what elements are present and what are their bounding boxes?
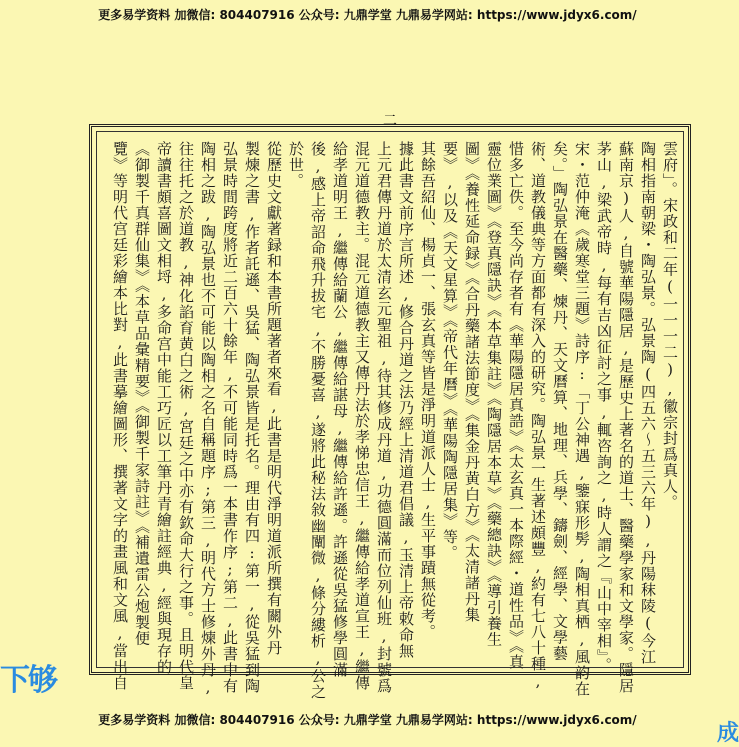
text-column: 宋・范仲淹《歲寒堂三題》詩序:「丁公神遇,鑒寐形髣,陶相真栖,風韵在 — [573, 141, 591, 697]
text-column: 弘景時間跨度將近二百六十餘年,不可能同時爲一本書作序;第二,此書中有 — [221, 141, 239, 694]
text-column: 據此書文前序言所述,修合丹道之法乃經上清道君倡議,玉清上帝敕命無 — [397, 141, 415, 659]
text-column: 從歷史文獻著録和本書所題著者來看,此書是明代淨明道派所撰有關外丹 — [265, 141, 283, 656]
text-column: 圖》《養性延命録》《合丹藥諸法節度》《集金丹黄白方》《太清諸丹集 — [463, 141, 481, 623]
text-column: 上元君傳丹道於太清玄元聖祖,待其修成丹道,功德圓滿而位列仙班,封號爲 — [375, 141, 393, 694]
text-column: 混元道德教主。混元道德教主又傳丹法於孝悌忠信王,繼傳給孝道宣王,繼傳 — [353, 141, 371, 691]
cropped-overlay-text-right: 成 — [717, 721, 739, 746]
text-column: 陶相指南朝梁・陶弘景。弘景陶(四五六～五三六年),丹陽秣陵(今江 — [639, 141, 657, 665]
text-column: 雲府」。宋政和二年(一一一二),徽宗封爲真人。 — [661, 141, 679, 511]
text-column: 其餘吾紹仙、楊貞一、張玄真等皆是淨明道派人士,生平事蹟無從考。 — [419, 141, 437, 640]
text-column: 往往托之於道教,神化諂育黄白之術,宮廷之中亦有欽命大行之事。且明代皇 — [177, 141, 195, 691]
text-column: 覽》等明代宫廷彩繪本比對,此書摹繪圖形、撰著文字的畫風和文風,當出自 — [111, 141, 129, 691]
watermark-banner-bottom: 更多易学资料 加微信: 804407916 公众号: 九鼎学堂 九鼎易学网站: https://www.jdyx6.com/ — [98, 713, 637, 727]
text-column: 要》,以及《天文星算》《帝代年曆》《華陽陶隱居集》等。 — [441, 141, 459, 561]
watermark-banner-top: 更多易学资料 加微信: 804407916 公众号: 九鼎学堂 九鼎易学网站: https://www.jdyx6.com/ — [98, 8, 637, 22]
cropped-overlay-text-left: 下够 — [0, 663, 56, 698]
text-column: 惜多亡佚。至今尚存者有《華陽隱居真誥》《太玄真一本際經・道性品》《真 — [507, 141, 525, 670]
text-column: 於世。 — [287, 141, 305, 189]
text-column: 靈位業圖》《登真隱訣》《本草集註》《陶隱居本草》《藥總訣》《導引養生 — [485, 141, 503, 648]
text-column: 矣。」陶弘景在醫藥、煉丹、天文曆算、地理、兵學、鑄劍、經學、文學藝 — [551, 141, 569, 662]
text-column: 帝讀書頗喜圖文相埒,多命宫中能工巧匠以工筆丹青繪註經典,經與現存的 — [155, 141, 173, 675]
text-column: 茅山,梁武帝時,每有吉凶征討之事,輒咨詢之,時人謂之『山中宰相』。 — [595, 141, 613, 674]
text-column: 後,感上帝詔命飛升拔宅,不勝憂喜,遂將此秘法敘幽闡微,條分縷析,公之 — [309, 141, 327, 700]
text-column: 蘇南京)人,自號華陽隱居,是歷史上著名的道士、醫藥學家和文學家。隱居 — [617, 141, 635, 694]
text-frame — [89, 124, 691, 700]
page-number: 二 — [383, 113, 397, 129]
text-column: 給孝道明王,繼傳給蘭公,繼傳給諶母,繼傳給許遜。許遜從吳猛修學圓滿 — [331, 141, 349, 678]
text-column: 陶相之跋,陶弘景也不可能以陶相之名自稱題序;第三,明代方士修煉外丹, — [199, 141, 217, 697]
text-column: 《御製千真群仙集》《本草品彙精要》《御製千家詩註》《補遺雷公炮製便 — [133, 141, 151, 647]
text-column: 術、道教儀典等方面都有深入的研究。陶弘景一生著述頗豐,約有七八十種, — [529, 141, 547, 691]
text-column: 製煉之書,作者託遜、吳猛、陶弘景皆是托名。理由有四:第一,從吳猛到陶 — [243, 141, 261, 694]
